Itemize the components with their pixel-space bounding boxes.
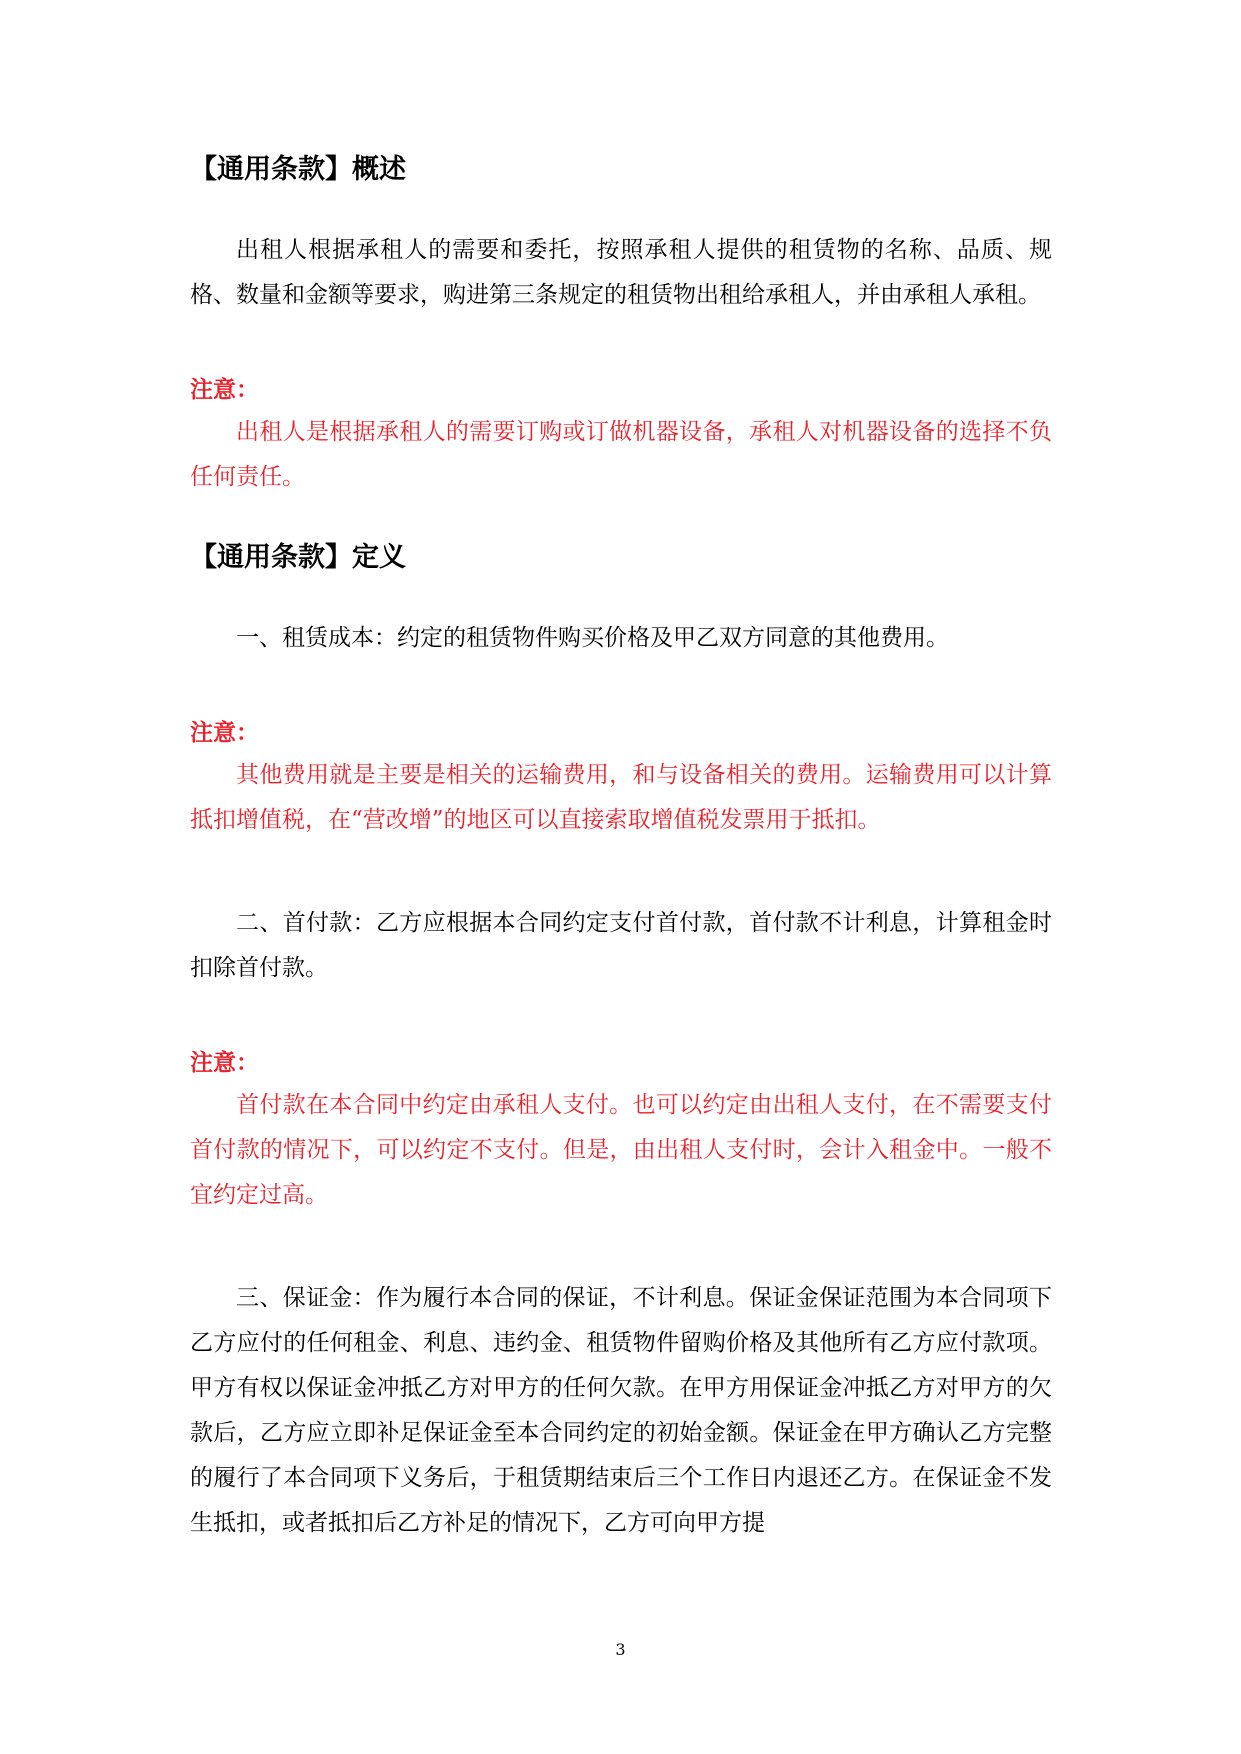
section-heading-overview: 【通用条款】概述 [190, 154, 406, 185]
note-text: 其他费用就是主要是相关的运输费用，和与设备相关的费用。运输费用可以计算抵扣增值税，在“营改增”的地区可以直接索取增值税发票用于抵扣。 [190, 762, 1052, 833]
definition-item-1: 一、租赁成本：约定的租赁物件购买价格及甲乙双方同意的其他费用。 [236, 625, 949, 651]
definition-item-2: 二、首付款：乙方应根据本合同约定支付首付款，首付款不计利息，计算租金时扣除首付款。 [190, 910, 1052, 981]
definition-item-3: 三、保证金：作为履行本合同的保证，不计利息。保证金保证范围为本合同项下乙方应付的任何租金、利息、违约金、租赁物件留购价格及其他所有乙方应付款项。甲方有权以保证金冲抵乙方对甲方的任何欠款。在甲方用保证金冲抵乙方对甲方的欠款后，乙方应立即补足保证金至本合同约定的初始金额。保证金在甲方确认乙方完整的履行了本合同项下义务后，于租赁期结束后三个工作日内退还乙方。在保证金不发生抵扣，或者抵扣后乙方补足的情况下，乙方可向甲方提 [190, 1285, 1052, 1536]
note-text: 出租人是根据承租人的需要订购或订做机器设备，承租人对机器设备的选择不负任何责任。 [190, 419, 1052, 490]
note-label: 注意： [190, 1049, 259, 1076]
note-text: 首付款在本合同中约定由承租人支付。也可以约定由出租人支付，在不需要支付首付款的情况下，可以约定不支付。但是，由出租人支付时，会计入租金中。一般不宜约定过高。 [190, 1092, 1052, 1208]
page-content [190, 150, 1052, 1546]
note-label: 注意： [190, 719, 259, 746]
overview-paragraph: 出租人根据承租人的需要和委托，按照承租人提供的租赁物的名称、品质、规格、数量和金额等要求，购进第三条规定的租赁物出租给承租人，并由承租人承租。 [190, 237, 1052, 308]
section-heading-definitions: 【通用条款】定义 [190, 542, 406, 573]
page-number: 3 [615, 1640, 626, 1659]
note-label: 注意： [190, 376, 259, 403]
